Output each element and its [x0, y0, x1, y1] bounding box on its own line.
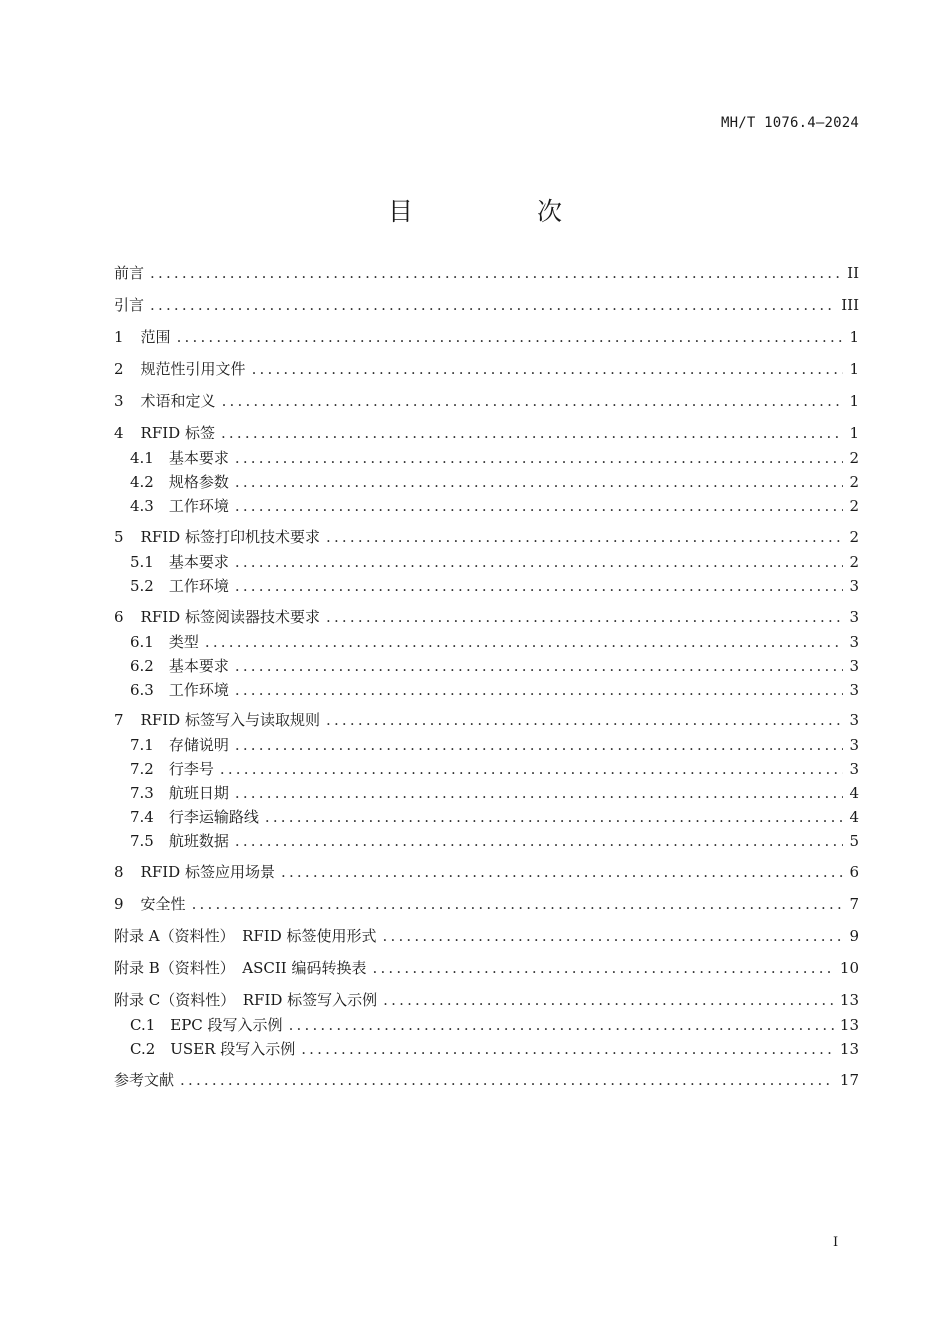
- dot-leader: [383, 989, 834, 1011]
- toc-entry-label: 航班数据: [168, 832, 229, 850]
- toc-entry-page: 3: [849, 760, 859, 778]
- toc-entry-number: 5.1: [130, 553, 154, 571]
- toc-entry-page: 3: [849, 711, 859, 729]
- dot-leader: [235, 575, 844, 597]
- dot-leader: [373, 957, 834, 979]
- toc-entry-page: 3: [849, 577, 859, 595]
- toc-entry-page: 6: [849, 863, 859, 881]
- dot-leader: [235, 447, 844, 469]
- dot-leader: [281, 861, 843, 883]
- toc-entry[interactable]: [130, 447, 859, 469]
- toc-entry-number: 7.4: [130, 808, 154, 826]
- toc-entry-number: 4.2: [130, 473, 154, 491]
- toc-entry[interactable]: [130, 782, 859, 804]
- dot-leader: [265, 806, 844, 828]
- toc-entry[interactable]: [114, 1069, 859, 1091]
- toc-entry-label: 术语和定义: [140, 392, 216, 410]
- toc-entry-number: 2: [114, 360, 124, 378]
- page-title: 目 次: [388, 197, 620, 226]
- toc-entry-label: 类型: [168, 633, 199, 651]
- toc-entry-number: 7: [114, 711, 124, 729]
- toc-entry-number: 7.5: [130, 832, 154, 850]
- dot-leader: [222, 390, 844, 412]
- toc-entry-number: 7.1: [130, 736, 154, 754]
- toc-entry-page: 4: [849, 784, 859, 802]
- toc-entry-number: 9: [114, 895, 124, 913]
- toc-entry-label: EPC 段写入示例: [170, 1016, 283, 1034]
- toc-entry-page: 13: [839, 1016, 859, 1034]
- dot-leader: [383, 925, 844, 947]
- dot-leader: [221, 422, 843, 444]
- toc-entry-page: 7: [849, 895, 859, 913]
- toc-entry-page: 3: [849, 736, 859, 754]
- toc-entry-page: 13: [839, 1040, 859, 1058]
- toc-entry-label: 行李运输路线: [168, 808, 259, 826]
- toc-entry[interactable]: [130, 1038, 859, 1060]
- toc-entry-label: 规范性引用文件: [140, 360, 246, 378]
- toc-entry-page: 13: [839, 991, 859, 1009]
- toc-entry[interactable]: [114, 390, 859, 412]
- toc-entry-number: 6.3: [130, 681, 154, 699]
- page-number: I: [833, 1235, 839, 1250]
- dot-leader: [150, 294, 835, 316]
- toc-entry-number: 6: [114, 608, 124, 626]
- toc-entry-number: 7.3: [130, 784, 154, 802]
- dot-leader: [192, 893, 844, 915]
- dot-leader: [252, 358, 844, 380]
- toc-entry-number: 6.1: [130, 633, 154, 651]
- toc-entry-label: RFID 标签应用场景: [140, 863, 275, 881]
- toc-entry-label: 基本要求: [168, 553, 229, 571]
- toc-entry-page: 9: [849, 927, 859, 945]
- toc-entry[interactable]: [114, 326, 859, 348]
- toc-entry[interactable]: [130, 471, 859, 493]
- toc-entry-number: 1: [114, 328, 124, 346]
- toc-entry-label: 引言: [114, 296, 145, 314]
- toc-entry-label: 航班日期: [168, 784, 229, 802]
- toc-entry-page: 2: [849, 473, 859, 491]
- toc-entry-number: 8: [114, 863, 124, 881]
- toc-entry-label: USER 段写入示例: [170, 1040, 296, 1058]
- toc-entry-label: 基本要求: [168, 449, 229, 467]
- toc-entry[interactable]: [130, 1014, 859, 1036]
- dot-leader: [235, 471, 844, 493]
- dot-leader: [235, 551, 844, 573]
- toc-entry-number: C.2: [130, 1040, 156, 1058]
- toc-entry-label: 工作环境: [168, 577, 229, 595]
- toc-entry-number: 4: [114, 424, 124, 442]
- toc-entry-label: RFID 标签阅读器技术要求: [140, 608, 320, 626]
- toc-entry-label: 附录 C（资料性） RFID 标签写入示例: [114, 991, 378, 1009]
- toc-entry[interactable]: [114, 358, 859, 380]
- toc-entry-label: 范围: [140, 328, 171, 346]
- toc-entry[interactable]: [114, 294, 859, 316]
- dot-leader: [235, 495, 844, 517]
- toc-entry[interactable]: [130, 631, 859, 653]
- toc-entry-page: 10: [839, 959, 859, 977]
- toc-entry[interactable]: [130, 758, 859, 780]
- toc-entry-number: 3: [114, 392, 124, 410]
- document-code: MH/T 1076.4—2024: [720, 115, 859, 131]
- toc-entry[interactable]: [114, 262, 859, 284]
- toc-entry[interactable]: [130, 551, 859, 573]
- toc-entry-label: 参考文献: [114, 1071, 175, 1089]
- dot-leader: [177, 326, 844, 348]
- toc-entry[interactable]: [114, 526, 859, 548]
- toc-entry-number: 5.2: [130, 577, 154, 595]
- toc-entry-label: RFID 标签写入与读取规则: [140, 711, 320, 729]
- toc-entry-number: 7.2: [130, 760, 154, 778]
- toc-entry[interactable]: [114, 957, 859, 979]
- dot-leader: [301, 1038, 834, 1060]
- toc-entry[interactable]: [130, 575, 859, 597]
- toc-entry-label: 前言: [114, 264, 145, 282]
- toc-entry-label: 行李号: [168, 760, 214, 778]
- toc-entry-page: 3: [849, 657, 859, 675]
- dot-leader: [180, 1069, 834, 1091]
- toc-entry-label: RFID 标签打印机技术要求: [140, 528, 320, 546]
- toc-entry-label: 安全性: [140, 895, 186, 913]
- toc-entry-number: 4.1: [130, 449, 154, 467]
- toc-entry-page: 2: [849, 528, 859, 546]
- toc-entry-label: 基本要求: [168, 657, 229, 675]
- toc-entry-page: 17: [839, 1071, 859, 1089]
- dot-leader: [326, 606, 843, 628]
- toc-entry-page: 4: [849, 808, 859, 826]
- toc-entry[interactable]: [130, 830, 859, 852]
- dot-leader: [326, 709, 843, 731]
- toc-entry-page: 3: [849, 681, 859, 699]
- toc-entry-page: 1: [849, 392, 859, 410]
- toc-entry[interactable]: [114, 893, 859, 915]
- toc-entry[interactable]: [114, 989, 859, 1011]
- dot-leader: [150, 262, 841, 284]
- toc-entry[interactable]: [114, 925, 859, 947]
- toc-entry-number: C.1: [130, 1016, 156, 1034]
- toc-entry-page: 1: [849, 424, 859, 442]
- toc-entry[interactable]: [114, 422, 859, 444]
- dot-leader: [220, 758, 844, 780]
- toc-entry-page: 5: [849, 832, 859, 850]
- toc-entry-page: 2: [849, 553, 859, 571]
- toc-entry-page: 2: [849, 497, 859, 515]
- toc-entry[interactable]: [114, 709, 859, 731]
- toc-entry-label: 附录 A（资料性） RFID 标签使用形式: [114, 927, 377, 945]
- toc-entry-number: 5: [114, 528, 124, 546]
- toc-entry-label: 存储说明: [168, 736, 229, 754]
- toc-entry-label: 工作环境: [168, 497, 229, 515]
- dot-leader: [235, 734, 844, 756]
- toc-entry-page: 2: [849, 449, 859, 467]
- dot-leader: [326, 526, 843, 548]
- toc-entry-page: II: [847, 264, 859, 282]
- toc-entry-number: 4.3: [130, 497, 154, 515]
- toc-entry-page: 1: [849, 328, 859, 346]
- toc-entry-number: 6.2: [130, 657, 154, 675]
- dot-leader: [235, 830, 844, 852]
- toc-entry[interactable]: [130, 734, 859, 756]
- toc-entry[interactable]: [130, 655, 859, 677]
- dot-leader: [289, 1014, 834, 1036]
- dot-leader: [205, 631, 844, 653]
- toc-entry-label: 规格参数: [168, 473, 229, 491]
- toc-entry-label: 附录 B（资料性） ASCII 编码转换表: [114, 959, 367, 977]
- toc-entry[interactable]: [130, 806, 859, 828]
- toc-entry-page: III: [841, 296, 859, 314]
- dot-leader: [235, 782, 844, 804]
- dot-leader: [235, 679, 844, 701]
- toc-entry-label: RFID 标签: [140, 424, 215, 442]
- toc-entry[interactable]: [114, 861, 859, 883]
- toc-entry-page: 1: [849, 360, 859, 378]
- toc-entry-label: 工作环境: [168, 681, 229, 699]
- toc-entry-page: 3: [849, 608, 859, 626]
- toc-entry[interactable]: [130, 495, 859, 517]
- dot-leader: [235, 655, 844, 677]
- toc-entry[interactable]: [130, 679, 859, 701]
- toc-entry-page: 3: [849, 633, 859, 651]
- toc-entry[interactable]: [114, 606, 859, 628]
